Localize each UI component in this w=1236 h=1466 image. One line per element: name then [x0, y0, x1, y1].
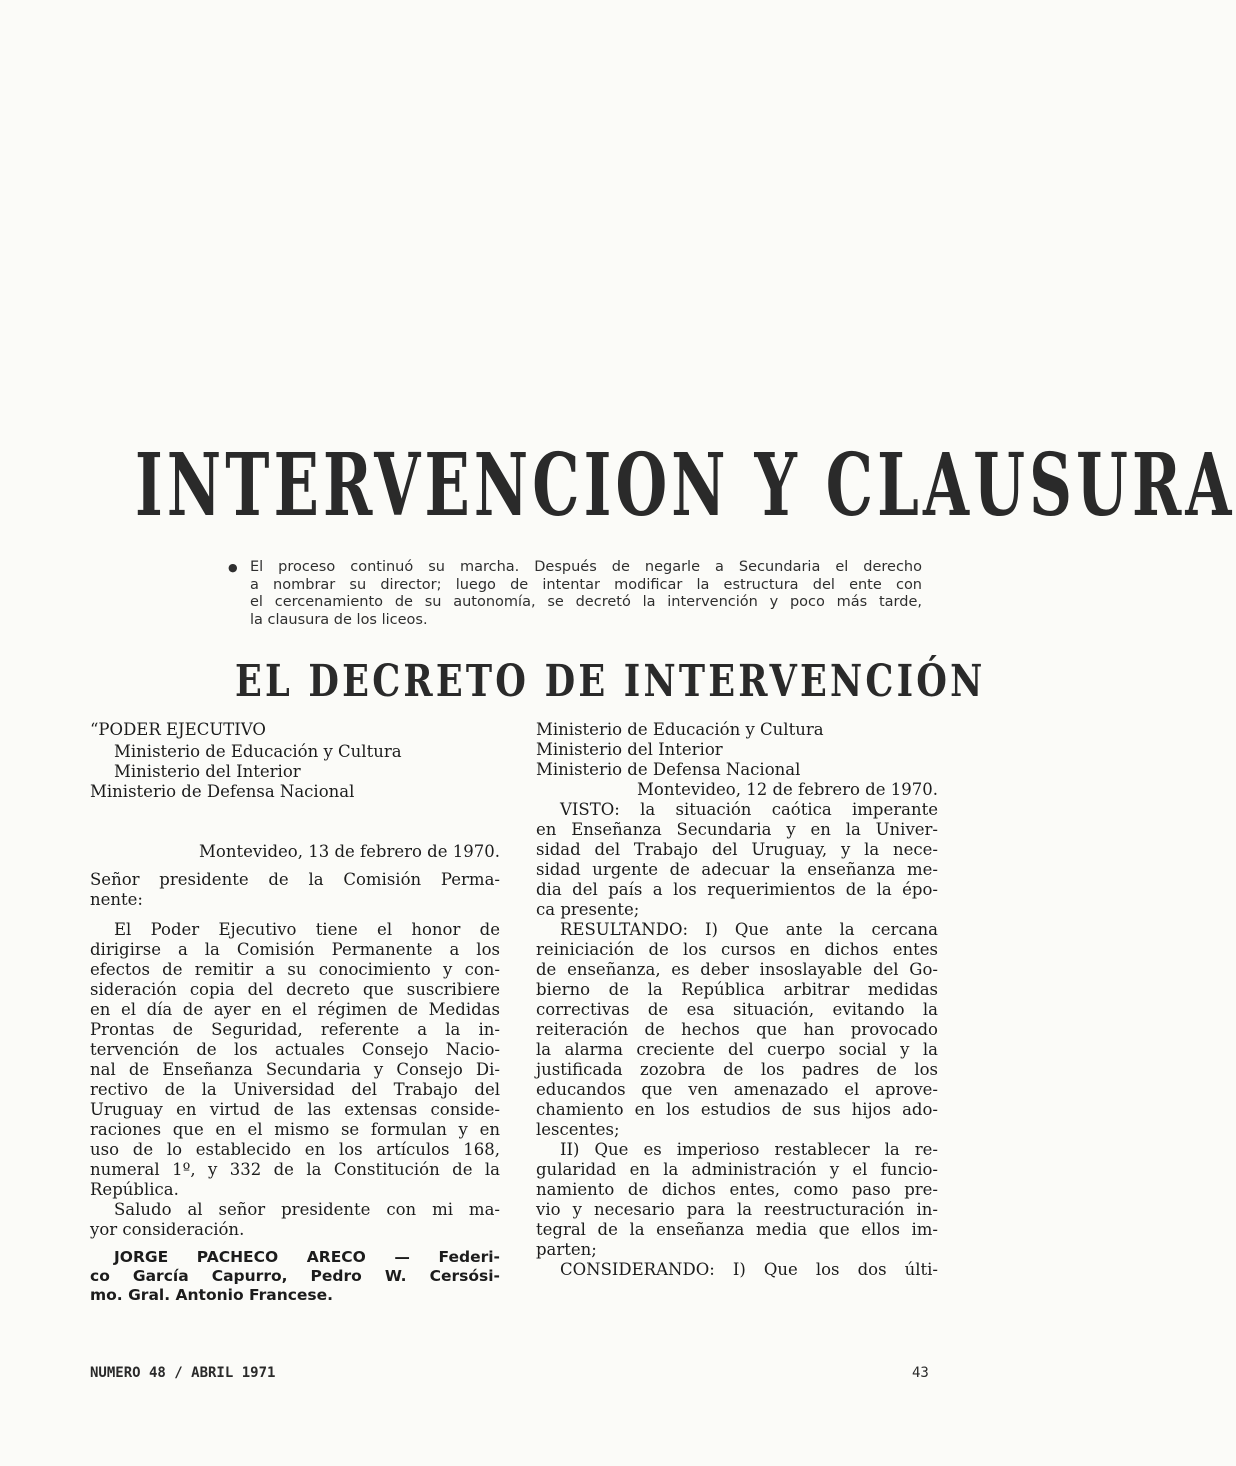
letterhead-line: Ministerio de Defensa Nacional [536, 760, 801, 779]
intro-paragraph [228, 559, 922, 629]
signature-line: mo. Gral. Antonio Francese. [90, 1286, 334, 1304]
visto-line: sidad del Trabajo del Uruguay, y la nece- [536, 840, 938, 859]
body-line: Uruguay en virtud de las extensas conside- [90, 1100, 500, 1119]
visto-paragraph [536, 800, 938, 920]
salutation [90, 870, 500, 910]
resultando-line: namiento de dichos entes, como paso pre- [536, 1180, 938, 1199]
decree-date: Montevideo, 12 de febrero de 1970. [637, 780, 938, 799]
resultando-line: chamiento en los estudios de sus hijos ado- [536, 1100, 938, 1119]
body-line: efectos de remitir a su conocimiento y con- [90, 960, 500, 979]
letterhead-line: Ministerio de Educación y Cultura [114, 742, 402, 761]
resultando-line: gularidad en la administración y el funcio- [536, 1160, 938, 1179]
resultando-line: vio y necesario para la reestructuración in- [536, 1200, 938, 1219]
visto-line: en Enseñanza Secundaria y en la Univer- [536, 820, 938, 839]
salutation-line: Señor presidente de la Comisión Perma- [90, 870, 500, 889]
intro-line: El proceso continuó su marcha. Después de negarle a Secundaria el derecho [250, 559, 922, 575]
signatures [90, 1248, 500, 1305]
body-line: tervención de los actuales Consejo Nacio- [90, 1040, 500, 1059]
resultando-line: correctivas de esa situación, evitando la [536, 1000, 938, 1019]
visto-line: VISTO: la situación caótica imperante [560, 800, 938, 819]
decree-letterhead [536, 720, 938, 780]
resultando-line: educandos que ven amenazado el aprove- [536, 1080, 938, 1099]
resultando-line: RESULTANDO: I) Que ante la cercana [560, 920, 938, 939]
body-line: dirigirse a la Comisión Permanente a los [90, 940, 500, 959]
section-title: EL DECRETO DE INTERVENCIÓN [235, 656, 986, 707]
signature-line: JORGE PACHECO ARECO — Federi- [114, 1248, 500, 1266]
letterhead-line: Ministerio del Interior [536, 740, 723, 759]
resultando-line: la alarma creciente del cuerpo social y la [536, 1040, 938, 1059]
closing-line: Saludo al señor presidente con mi ma- [114, 1200, 500, 1219]
resultando-line: justificada zozobra de los padres de los [536, 1060, 938, 1079]
resultando-line: reiteración de hechos que han provocado [536, 1020, 938, 1039]
visto-line: dia del país a los requerimientos de la épo- [536, 880, 938, 899]
body-line: sideración copia del decreto que suscribiere [90, 980, 500, 999]
body-line: El Poder Ejecutivo tiene el honor de [114, 920, 500, 939]
resultando-line: de enseñanza, es deber insoslayable del Go- [536, 960, 938, 979]
resultando-line: reiniciación de los cursos en dichos entes [536, 940, 938, 959]
letterhead-line: Ministerio de Defensa Nacional [90, 782, 355, 801]
intro-line: a nombrar su director; luego de intentar modificar la estructura del ente con [250, 576, 922, 593]
resultando-line: II) Que es imperioso restablecer la re- [560, 1140, 938, 1159]
salutation-line: nente: [90, 890, 143, 909]
signature-line: co García Capurro, Pedro W. Cersósi- [90, 1267, 500, 1285]
resultando-line: parten; [536, 1240, 597, 1259]
main-title: INTERVENCION Y CLAUSURA [135, 435, 1236, 536]
issue-footer: NUMERO 48 / ABRIL 1971 [90, 1365, 276, 1381]
letterhead-line: Ministerio del Interior [114, 762, 301, 781]
closing [90, 1200, 500, 1240]
page-number: 43 [912, 1365, 929, 1381]
resultando-line: bierno de la República arbitrar medidas [536, 980, 938, 999]
resultando-line: lescentes; [536, 1120, 620, 1139]
intro-line: la clausura de los liceos. [250, 611, 428, 628]
body-line: República. [90, 1180, 179, 1199]
letter-date: Montevideo, 13 de febrero de 1970. [199, 842, 500, 861]
considerando-paragraph [536, 1260, 938, 1280]
considerando-line: CONSIDERANDO: I) Que los dos últi- [560, 1260, 938, 1279]
closing-line: yor consideración. [90, 1220, 245, 1239]
body-line: raciones que en el mismo se formulan y en [90, 1120, 500, 1139]
letterhead [90, 720, 500, 802]
body-line: numeral 1º, y 332 de la Constitución de la [90, 1160, 500, 1179]
resultando-i-paragraph [536, 920, 938, 1140]
visto-line: ca presente; [536, 900, 640, 919]
bullet-icon: ● [228, 561, 238, 574]
left-column [90, 720, 500, 1305]
resultando-line: tegral de la enseñanza media que ellos im- [536, 1220, 938, 1239]
letter-body [90, 920, 500, 1200]
body-line: rectivo de la Universidad del Trabajo del [90, 1080, 500, 1099]
letterhead-line: “PODER EJECUTIVO [90, 720, 266, 739]
intro-line: el cercenamiento de su autonomía, se decretó la intervención y poco más tarde, [250, 594, 922, 610]
body-line: nal de Enseñanza Secundaria y Consejo Di- [90, 1060, 500, 1079]
body-line: uso de lo establecido en los artículos 168, [90, 1140, 500, 1159]
body-line: en el día de ayer en el régimen de Medidas [90, 1000, 500, 1019]
body-line: Prontas de Seguridad, referente a la in- [90, 1020, 500, 1039]
visto-line: sidad urgente de adecuar la enseñanza me- [536, 860, 938, 879]
right-column [536, 720, 938, 1280]
resultando-ii-paragraph [536, 1140, 938, 1260]
letterhead-line: Ministerio de Educación y Cultura [536, 720, 824, 739]
